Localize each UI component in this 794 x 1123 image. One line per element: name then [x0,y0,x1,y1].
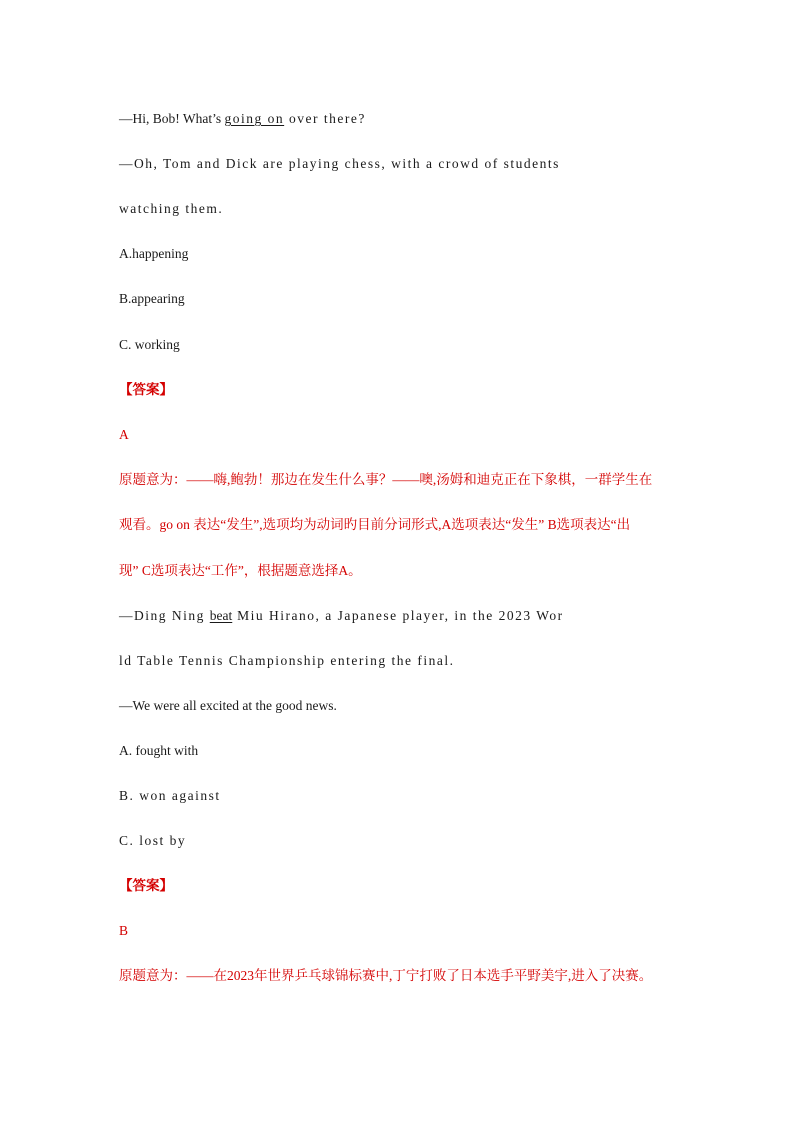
q1-answer: A [119,427,129,442]
q2-explanation-1: 原题意为：——在2023年世界乒乓球锦标赛中,丁宁打败了日本选手平野美宇,进入了决赛。 [119,968,653,983]
q2-line-1-post: Miu Hirano, a Japanese player, in the 2023 Wor [232,608,564,623]
q1-option-c: C. working [119,337,180,352]
q2-line-1-pre: —Ding Ning [119,608,210,623]
q1-explanation-3: 现” C选项表达“工作”，根据题意选择A。 [119,563,362,578]
q1-blank: going on [224,111,285,126]
q1-line-3: watching them. [119,201,224,216]
q2-blank: beat [209,608,233,623]
q1-explanation-1: 原题意为：——嗨,鲍勃！那边在发生什么事？——噢,汤姆和迪克正在下象棋，一群学生在 [119,472,653,487]
q2-line-3: —We were all excited at the good news. [119,698,337,713]
q1-line-1-pre: —Hi, Bob! What’s [119,111,225,126]
q1-option-a: A.happening [119,246,189,261]
q2-line-1 [119,607,679,625]
q2-option-b: B. won against [119,788,221,803]
q1-line-1 [119,110,679,128]
q2-answer: B [119,923,129,938]
q2-answer-label: 【答案】 [119,878,173,893]
q2-line-2: ld Table Tennis Championship entering the final. [119,653,455,668]
q2-option-c: C. lost by [119,833,187,848]
q1-option-b: B.appearing [119,291,185,306]
q1-line-1-post: over there? [284,111,366,126]
q2-option-a: A. fought with [119,743,199,758]
q1-line-2: —Oh, Tom and Dick are playing chess, with a crowd of students [119,156,560,171]
q1-answer-label: 【答案】 [119,382,173,397]
q1-explanation-2: 观看。go on 表达“发生”,选项均为动词旳目前分词形式,A选项表达“发生” B选项表达“出 [119,517,631,532]
